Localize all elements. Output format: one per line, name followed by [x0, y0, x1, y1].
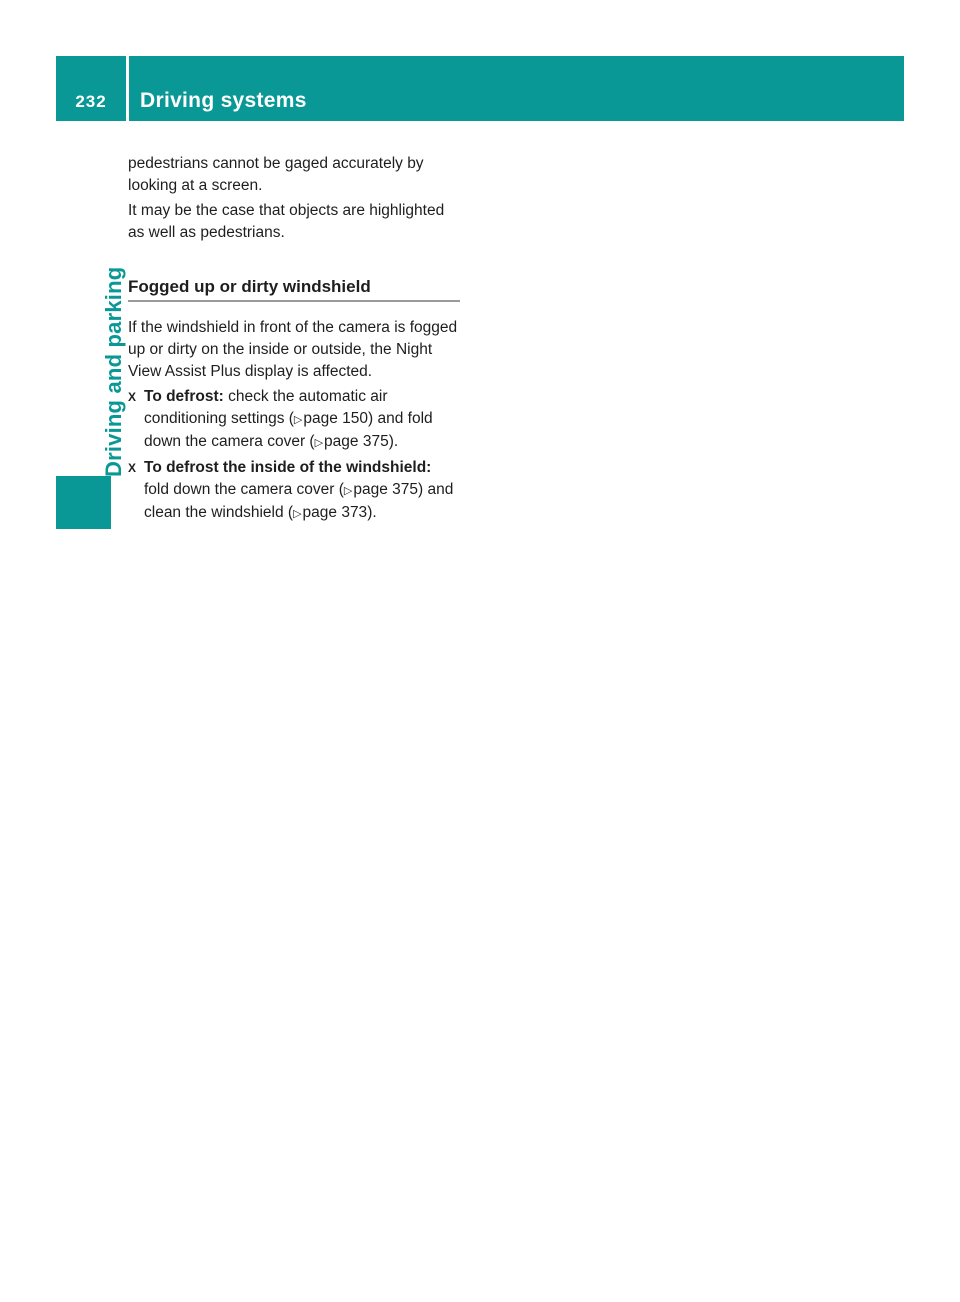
main-content — [128, 153, 460, 525]
step-marker-icon: X — [128, 461, 137, 475]
step-label: To defrost: — [144, 388, 224, 405]
step-text: ). — [367, 504, 377, 521]
triangle-right-icon: ▷ — [314, 437, 324, 449]
subheading-fogged-windshield: Fogged up or dirty windshield — [128, 277, 460, 302]
paragraph-1: pedestrians cannot be gaged accurately by looking at a screen. — [128, 155, 424, 194]
page-reference-link[interactable]: page 375 — [324, 433, 389, 450]
step-label: To defrost the inside of the windshield: — [144, 459, 432, 476]
step-to-defrost — [128, 386, 460, 454]
page-reference-link[interactable]: page 373 — [302, 504, 368, 521]
page-number: 232 — [75, 92, 107, 111]
step-defrost-inside — [128, 457, 460, 525]
header-divider — [126, 56, 129, 121]
page-reference-link[interactable]: page 375 — [353, 481, 418, 498]
step-marker-icon: X — [128, 390, 137, 404]
side-tab-label: Driving and parking — [101, 266, 126, 477]
step-text: check the automatic air conditioning settings ( — [144, 388, 388, 427]
triangle-right-icon: ▷ — [343, 485, 353, 497]
triangle-right-icon: ▷ — [293, 414, 303, 426]
step-text: fold down the camera cover ( — [144, 481, 344, 498]
step-text: ). — [388, 433, 399, 450]
paragraph-2: It may be the case that objects are highlighted as well as pedestrians. — [128, 202, 445, 241]
section-title: Driving systems — [140, 89, 307, 112]
triangle-right-icon: ▷ — [293, 508, 302, 520]
side-tab-block — [56, 476, 111, 529]
step-text: ) and fold down the camera cover ( — [144, 410, 433, 450]
paragraph-3: If the windshield in front of the camera is fogged up or dirty on the inside or outside, the Night View Assist Plus display is affected. — [128, 319, 458, 380]
step-text: ) and clean the windshield ( — [144, 481, 454, 521]
page-reference-link[interactable]: page 150 — [303, 410, 369, 427]
